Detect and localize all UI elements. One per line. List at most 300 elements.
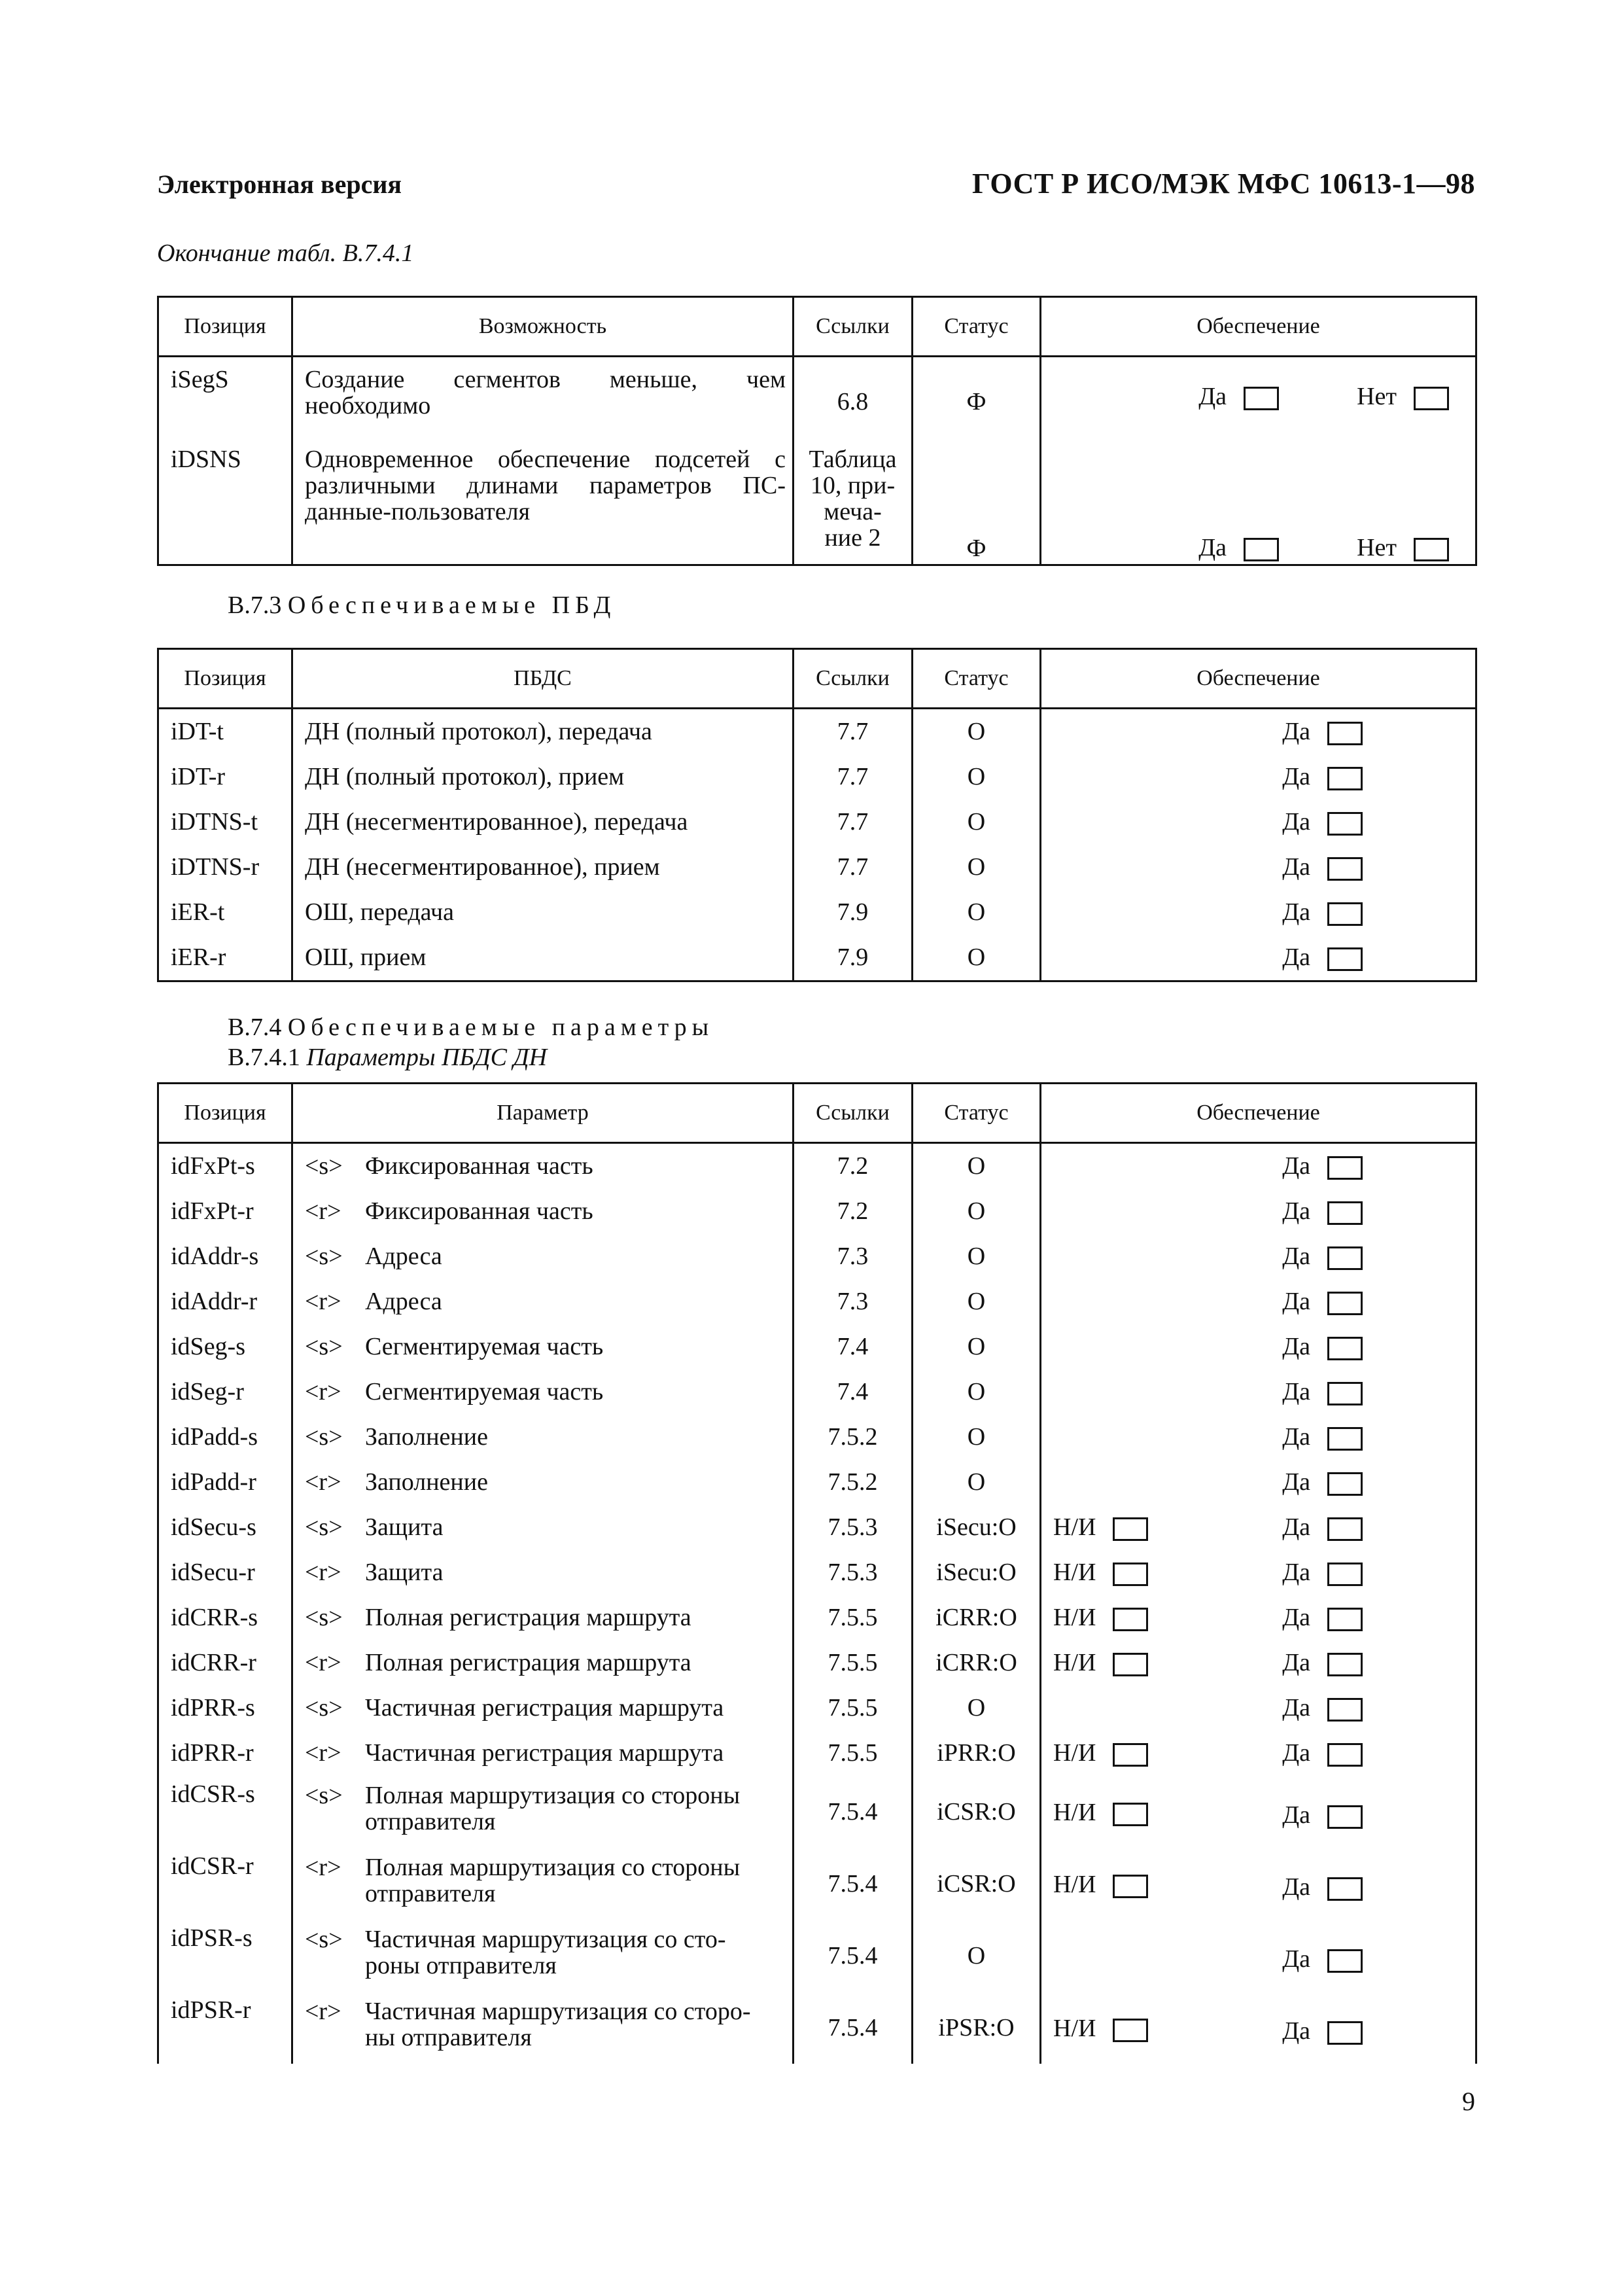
cell-refs: 6.8 [794, 357, 913, 447]
cell-status: О [913, 1415, 1041, 1460]
cell-refs: 7.9 [794, 935, 913, 981]
yes-label: Да [1282, 1243, 1310, 1270]
cell-refs: 7.5.4 [794, 1848, 913, 1920]
support-checkbox[interactable] [1327, 1246, 1363, 1270]
cell-support [1041, 1189, 1476, 1234]
cell-position: idPSR-r [158, 1992, 292, 2064]
cell-support [1041, 845, 1476, 890]
table-row [158, 845, 1476, 890]
support-checkbox[interactable] [1327, 1698, 1363, 1722]
section-heading-b73 [228, 591, 616, 620]
cell-status: О [913, 1279, 1041, 1324]
cell-position: idPSR-s [158, 1920, 292, 1992]
col-header-position: Позиция [158, 297, 292, 357]
table-continuation-caption: Окончание табл. В.7.4.1 [157, 239, 414, 267]
yes-option [1282, 845, 1363, 890]
cell-refs: 7.9 [794, 890, 913, 935]
cell-position: idSecu-r [158, 1550, 292, 1595]
support-checkbox[interactable] [1327, 722, 1363, 745]
support-checkbox[interactable] [1113, 2019, 1148, 2042]
cell-pdu: ОШ, прием [292, 935, 794, 981]
cell-refs: 7.7 [794, 845, 913, 890]
ref-line: 10, при- [810, 472, 896, 499]
support-checkbox[interactable] [1327, 1382, 1363, 1405]
parameter-line: ны отправителя [365, 2024, 532, 2051]
cell-support [1041, 1992, 1476, 2064]
not-applicable-option [1053, 1871, 1148, 1898]
cell-status: iCRR:O [913, 1595, 1041, 1640]
cell-position: idCRR-r [158, 1640, 292, 1686]
capability-line: Создание сегментов меньше, чем [305, 366, 786, 393]
cell-refs: 7.4 [794, 1324, 913, 1369]
cell-position: iDT-r [158, 754, 292, 800]
support-checkbox[interactable] [1113, 1653, 1148, 1676]
cell-refs: 7.5.3 [794, 1505, 913, 1550]
cell-support [1041, 1505, 1476, 1550]
parameter-name: Адреса [365, 1243, 442, 1270]
parameter-name: Сегментируемая часть [365, 1333, 604, 1360]
table-row [158, 1189, 1476, 1234]
no-checkbox[interactable] [1414, 387, 1449, 410]
cell-position: iDTNS-t [158, 800, 292, 845]
na-label: Н/И [1053, 2015, 1096, 2042]
cell-refs: 7.5.4 [794, 1920, 913, 1992]
not-applicable-option [1053, 1505, 1148, 1550]
cell-status: О [913, 1143, 1041, 1190]
cell-refs: 7.5.4 [794, 1992, 913, 2064]
table-row [158, 1731, 1476, 1776]
support-checkbox[interactable] [1327, 1156, 1363, 1180]
yes-option [1282, 1946, 1363, 1973]
yes-label: Да [1282, 1694, 1310, 1722]
yes-label: Да [1282, 2017, 1310, 2045]
cell-support [1041, 1460, 1476, 1505]
cell-parameter [292, 1460, 794, 1505]
not-applicable-option [1053, 1595, 1148, 1640]
cell-status: iPSR:O [913, 1992, 1041, 2064]
support-checkbox[interactable] [1327, 1563, 1363, 1586]
cell-position: idCRR-s [158, 1595, 292, 1640]
yes-label: Да [1282, 1801, 1310, 1829]
support-checkbox[interactable] [1327, 1653, 1363, 1676]
table-row [158, 754, 1476, 800]
cell-position: iER-t [158, 890, 292, 935]
cell-refs: 7.5.5 [794, 1640, 913, 1686]
cell-refs: 7.5.5 [794, 1731, 913, 1776]
yes-option [1282, 1686, 1363, 1731]
parameter-name: Полная маршрутизация со стороны [365, 1854, 741, 1881]
yes-option [1282, 1415, 1363, 1460]
cell-capability [292, 357, 794, 447]
table-row [158, 1234, 1476, 1279]
cell-status: iSecu:O [913, 1550, 1041, 1595]
support-checkbox[interactable] [1327, 1517, 1363, 1541]
parameter-name: Адреса [365, 1288, 442, 1315]
cell-status: О [913, 1369, 1041, 1415]
yes-option [1282, 1324, 1363, 1369]
col-header-position: Позиция [158, 1084, 292, 1143]
yes-option [1282, 1595, 1363, 1640]
support-checkbox[interactable] [1327, 1877, 1363, 1901]
table-row [158, 446, 1476, 565]
col-header-refs: Ссылки [794, 297, 913, 357]
na-label: Н/И [1053, 1604, 1096, 1631]
parameter-line: отправителя [365, 1880, 496, 1907]
table-row [158, 1415, 1476, 1460]
yes-label: Да [1282, 1513, 1310, 1541]
yes-option [1282, 1802, 1363, 1829]
yes-checkbox[interactable] [1244, 538, 1279, 561]
support-checkbox[interactable] [1327, 1201, 1363, 1225]
yes-label: Да [1282, 1152, 1310, 1180]
support-checkbox[interactable] [1113, 1743, 1148, 1767]
cell-status: Ф [913, 446, 1041, 565]
ref-line: Таблица [809, 446, 897, 473]
support-checkbox[interactable] [1327, 1337, 1363, 1360]
col-header-support: Обеспечение [1041, 1084, 1476, 1143]
ref-line: меча- [824, 498, 882, 525]
cell-position: idCSR-s [158, 1776, 292, 1848]
parameter-name: Фиксированная часть [365, 1152, 593, 1180]
table-row [158, 1640, 1476, 1686]
yes-option [1282, 1731, 1363, 1776]
direction-tag: <r> [305, 1288, 341, 1315]
cell-position: idFxPt-s [158, 1143, 292, 1190]
cell-position: idPadd-r [158, 1460, 292, 1505]
parameter-line [305, 1926, 786, 1952]
cell-status: О [913, 754, 1041, 800]
na-label: Н/И [1053, 1799, 1096, 1826]
cell-support [1041, 1143, 1476, 1190]
cell-parameter [292, 1686, 794, 1731]
table-row [158, 1686, 1476, 1731]
section-number: В.7.3 [228, 592, 282, 619]
yes-option [1282, 754, 1363, 800]
cell-support [1041, 1550, 1476, 1595]
cell-status: iCSR:O [913, 1848, 1041, 1920]
cell-refs [794, 446, 913, 565]
direction-tag: <s> [305, 1243, 343, 1270]
cell-support [1041, 1686, 1476, 1731]
cell-refs: 7.5.2 [794, 1415, 913, 1460]
direction-tag: <s> [305, 1926, 343, 1953]
cell-refs: 7.2 [794, 1189, 913, 1234]
parameter-line [305, 1854, 786, 1881]
parameter-name: Защита [365, 1513, 444, 1541]
cell-refs: 7.7 [794, 754, 913, 800]
yes-option [1282, 1505, 1363, 1550]
section-heading-b741 [228, 1043, 547, 1072]
cell-status: О [913, 709, 1041, 755]
cell-status: iPRR:O [913, 1731, 1041, 1776]
support-checkbox[interactable] [1327, 1743, 1363, 1767]
header-standard-number: ГОСТ Р ИСО/МЭК МФС 10613-1—98 [971, 168, 1475, 200]
col-header-refs: Ссылки [794, 1084, 913, 1143]
col-header-capability: Возможность [292, 297, 794, 357]
cell-status: iSecu:O [913, 1505, 1041, 1550]
cell-status: iCSR:O [913, 1776, 1041, 1848]
cell-support [1041, 1234, 1476, 1279]
yes-label: Да [1198, 533, 1227, 561]
yes-option [1282, 935, 1363, 980]
pdu-table [157, 648, 1477, 982]
cell-parameter [292, 1234, 794, 1279]
section-heading-b74 [228, 1013, 714, 1042]
parameter-name: Полная регистрация маршрута [365, 1604, 691, 1631]
no-label: Нет [1357, 533, 1397, 561]
cell-parameter [292, 1143, 794, 1190]
support-checkbox[interactable] [1327, 1427, 1363, 1451]
table-header-row [158, 297, 1476, 357]
cell-parameter [292, 1505, 794, 1550]
cell-support [1041, 1848, 1476, 1920]
parameter-name: Полная регистрация маршрута [365, 1649, 691, 1676]
cell-position: iDT-t [158, 709, 292, 755]
direction-tag: <r> [305, 1378, 341, 1405]
not-applicable-option [1053, 1550, 1148, 1595]
direction-tag: <s> [305, 1423, 343, 1451]
support-checkbox[interactable] [1113, 1608, 1148, 1631]
support-checkbox[interactable] [1327, 857, 1363, 881]
yes-option [1282, 709, 1363, 754]
table-row [158, 1505, 1476, 1550]
cell-support [1041, 1640, 1476, 1686]
ref-line: ние 2 [824, 524, 881, 552]
yes-option [1198, 383, 1279, 410]
cell-position: iDSNS [158, 446, 292, 565]
cell-status: О [913, 935, 1041, 981]
yes-option [1282, 1144, 1363, 1189]
cell-support [1041, 935, 1476, 981]
direction-tag: <s> [305, 1513, 343, 1541]
table-row [158, 800, 1476, 845]
parameter-line [305, 1998, 786, 2024]
direction-tag: <r> [305, 1854, 341, 1881]
section-number: В.7.4.1 [228, 1044, 300, 1071]
table-header-row [158, 1084, 1476, 1143]
table-row [158, 890, 1476, 935]
na-label: Н/И [1053, 1649, 1096, 1676]
parameter-name: Заполнение [365, 1423, 488, 1451]
yes-label: Да [1282, 1423, 1310, 1451]
support-checkbox[interactable] [1113, 1563, 1148, 1586]
parameters-table-body [158, 1143, 1476, 2064]
direction-tag: <s> [305, 1782, 343, 1809]
section-title: Обеспечиваемые параметры [287, 1014, 714, 1041]
yes-label: Да [1282, 1604, 1310, 1631]
cell-pdu: ДН (полный протокол), прием [292, 754, 794, 800]
col-header-refs: Ссылки [794, 649, 913, 709]
yes-label: Да [1282, 718, 1310, 745]
cell-refs: 7.5.2 [794, 1460, 913, 1505]
cell-parameter [292, 1279, 794, 1324]
parameter-line [305, 1782, 786, 1809]
support-checkbox[interactable] [1327, 902, 1363, 926]
yes-label: Да [1282, 1873, 1310, 1901]
cell-pdu: ДН (полный протокол), передача [292, 709, 794, 755]
col-header-position: Позиция [158, 649, 292, 709]
cell-status: О [913, 890, 1041, 935]
yes-option [1282, 1874, 1363, 1901]
cell-support [1041, 709, 1476, 755]
direction-tag: <r> [305, 1649, 341, 1676]
parameter-name: Полная маршрутизация со стороны [365, 1782, 741, 1809]
support-checkbox[interactable] [1327, 1292, 1363, 1315]
yes-option [1282, 1640, 1363, 1686]
capability-line: Одновременное обеспечение подсетей с [305, 446, 786, 473]
yes-option [1282, 1234, 1363, 1279]
cell-parameter [292, 1369, 794, 1415]
direction-tag: <s> [305, 1694, 343, 1722]
cell-parameter [292, 1415, 794, 1460]
not-applicable-option [1053, 1799, 1148, 1826]
yes-checkbox[interactable] [1244, 387, 1279, 410]
cell-position: iER-r [158, 935, 292, 981]
parameters-table [157, 1082, 1477, 2064]
cell-position: idFxPt-r [158, 1189, 292, 1234]
cell-status: О [913, 1324, 1041, 1369]
support-checkbox[interactable] [1327, 1805, 1363, 1829]
table-row [158, 1460, 1476, 1505]
support-checkbox[interactable] [1327, 947, 1363, 971]
cell-status: О [913, 800, 1041, 845]
table-row [158, 1776, 1476, 1848]
yes-label: Да [1282, 1468, 1310, 1496]
yes-option [1282, 800, 1363, 845]
cell-status: О [913, 1189, 1041, 1234]
support-checkbox[interactable] [1327, 2021, 1363, 2045]
yes-option [1198, 535, 1279, 561]
table-row [158, 1279, 1476, 1324]
yes-option [1282, 890, 1363, 935]
cell-support [1041, 446, 1476, 565]
yes-label: Да [1282, 1333, 1310, 1360]
yes-label: Да [1282, 1649, 1310, 1676]
yes-option [1282, 1369, 1363, 1415]
not-applicable-option [1053, 2015, 1148, 2042]
direction-tag: <r> [305, 1998, 341, 2025]
col-header-status: Статус [913, 297, 1041, 357]
table-row [158, 709, 1476, 755]
cell-refs: 7.4 [794, 1369, 913, 1415]
header-left: Электронная версия [157, 169, 402, 199]
cell-refs: 7.3 [794, 1279, 913, 1324]
section-number: В.7.4 [228, 1014, 282, 1041]
table-row [158, 1369, 1476, 1415]
table-row [158, 1143, 1476, 1190]
cell-status: О [913, 1460, 1041, 1505]
cell-status: О [913, 1234, 1041, 1279]
cell-position: iSegS [158, 357, 292, 447]
cell-capability [292, 446, 794, 565]
parameter-name: Частичная маршрутизация со сторо- [365, 1998, 751, 2025]
parameter-name: Защита [365, 1559, 444, 1586]
cell-parameter [292, 1595, 794, 1640]
yes-label: Да [1282, 898, 1310, 926]
yes-option [1282, 1279, 1363, 1324]
na-label: Н/И [1053, 1739, 1096, 1767]
cell-pdu: ДН (несегментированное), передача [292, 800, 794, 845]
direction-tag: <s> [305, 1333, 343, 1360]
cell-refs: 7.5.5 [794, 1595, 913, 1640]
support-checkbox[interactable] [1327, 1472, 1363, 1496]
support-checkbox[interactable] [1113, 1875, 1148, 1898]
cell-position: idCSR-r [158, 1848, 292, 1920]
page-number: 9 [1462, 2087, 1475, 2116]
yes-label: Да [1282, 808, 1310, 836]
parameter-name: Сегментируемая часть [365, 1378, 604, 1405]
section-title: Параметры ПБДС ДН [306, 1044, 548, 1071]
cell-refs: 7.7 [794, 709, 913, 755]
no-checkbox[interactable] [1414, 538, 1449, 561]
cell-parameter [292, 1992, 794, 2064]
table-row [158, 1920, 1476, 1992]
cell-position: idPadd-s [158, 1415, 292, 1460]
cell-parameter [292, 1776, 794, 1848]
parameter-name: Частичная регистрация маршрута [365, 1694, 724, 1722]
capability-line: данные-пользователя [305, 498, 531, 525]
cell-pdu: ДН (несегментированное), прием [292, 845, 794, 890]
cell-support [1041, 800, 1476, 845]
yes-label: Да [1282, 1739, 1310, 1767]
cell-refs: 7.5.3 [794, 1550, 913, 1595]
support-checkbox[interactable] [1327, 1949, 1363, 1973]
cell-status: О [913, 845, 1041, 890]
yes-label: Да [1282, 1559, 1310, 1586]
table-row [158, 1595, 1476, 1640]
col-header-status: Статус [913, 1084, 1041, 1143]
cell-pdu: ОШ, передача [292, 890, 794, 935]
no-option [1357, 383, 1449, 410]
parameter-name: Фиксированная часть [365, 1197, 593, 1225]
cell-support [1041, 1415, 1476, 1460]
table-row [158, 1550, 1476, 1595]
no-label: Нет [1357, 383, 1397, 410]
direction-tag: <r> [305, 1468, 341, 1496]
cell-support [1041, 1369, 1476, 1415]
cell-support [1041, 1324, 1476, 1369]
cell-support [1041, 1731, 1476, 1776]
support-checkbox[interactable] [1327, 1608, 1363, 1631]
cell-status: О [913, 1920, 1041, 1992]
yes-option [1282, 1460, 1363, 1505]
support-checkbox[interactable] [1113, 1517, 1148, 1541]
table-row [158, 1324, 1476, 1369]
cell-position: idSeg-r [158, 1369, 292, 1415]
cell-support [1041, 357, 1476, 447]
capabilities-table [157, 296, 1477, 566]
cell-support [1041, 754, 1476, 800]
support-checkbox[interactable] [1327, 812, 1363, 836]
cell-position: idSecu-s [158, 1505, 292, 1550]
table-header-row [158, 649, 1476, 709]
support-checkbox[interactable] [1113, 1803, 1148, 1826]
parameter-name: Частичная регистрация маршрута [365, 1739, 724, 1767]
yes-label: Да [1282, 1197, 1310, 1225]
na-label: Н/И [1053, 1871, 1096, 1898]
support-checkbox[interactable] [1327, 767, 1363, 790]
cell-parameter [292, 1731, 794, 1776]
direction-tag: <r> [305, 1739, 341, 1767]
cell-status: Ф [913, 357, 1041, 447]
col-header-pdu: ПБДС [292, 649, 794, 709]
cell-position: idSeg-s [158, 1324, 292, 1369]
cell-parameter [292, 1324, 794, 1369]
yes-label: Да [1282, 944, 1310, 971]
yes-label: Да [1282, 763, 1310, 790]
yes-label: Да [1198, 383, 1227, 410]
cell-position: idPRR-s [158, 1686, 292, 1731]
